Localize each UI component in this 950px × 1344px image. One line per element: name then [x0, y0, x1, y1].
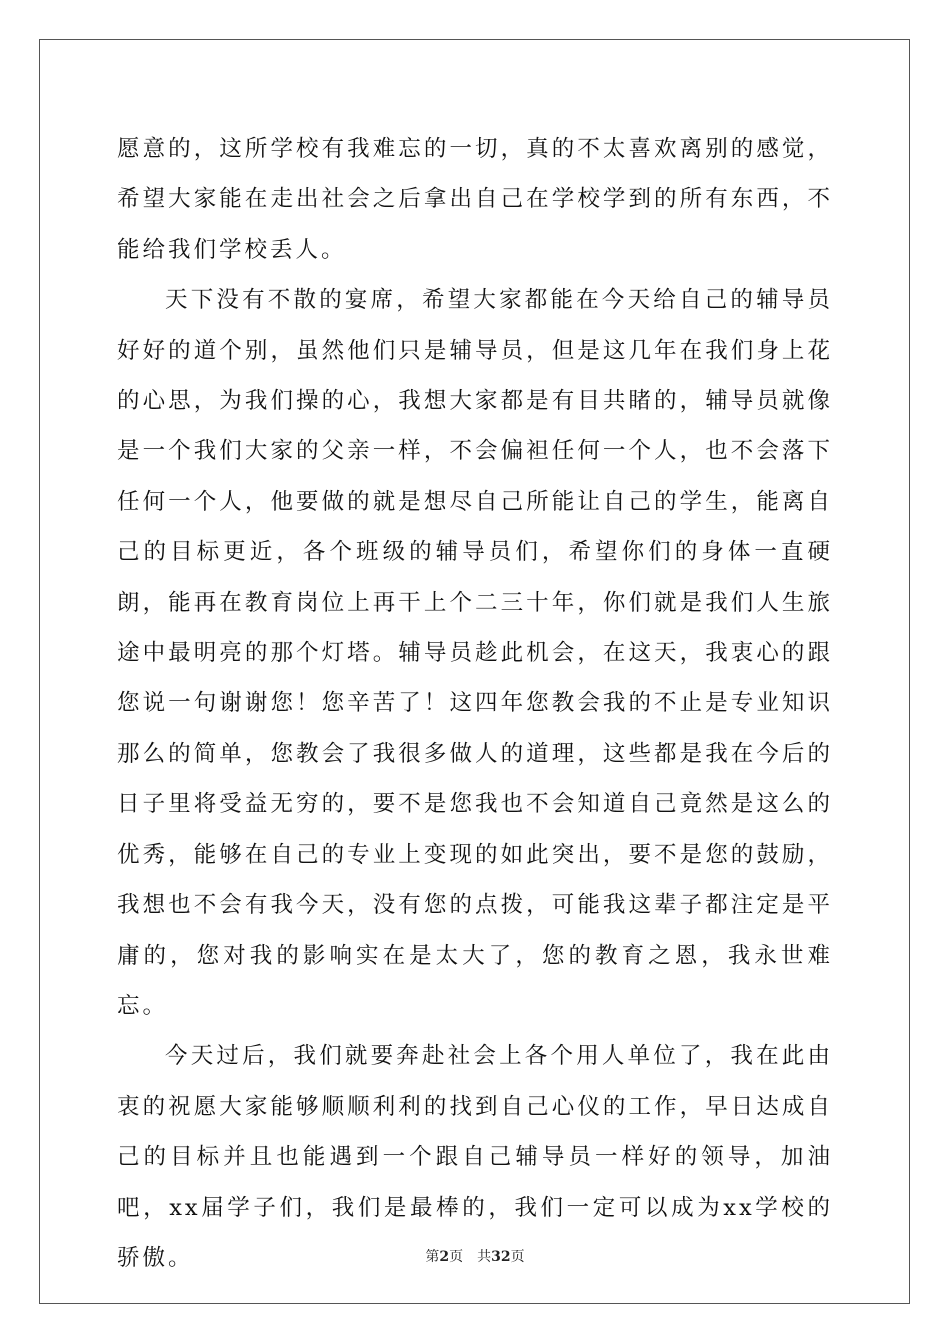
page-suffix: 页 [449, 1249, 464, 1265]
page-prefix: 第 [425, 1249, 440, 1265]
total-suffix: 页 [510, 1249, 525, 1265]
total-pages: 32 [491, 1249, 511, 1265]
paragraph-1: 愿意的，这所学校有我难忘的一切，真的不太喜欢离别的感觉，希望大家能在走出社会之后拿出自己在学校学到的所有东西，不能给我们学校丢人。 [117, 136, 833, 263]
page-footer [0, 1248, 950, 1266]
paragraph-2: 天下没有不散的宴席，希望大家都能在今天给自己的辅导员好好的道个别，虽然他们只是辅导员，但是这几年在我们身上花的心思，为我们操的心，我想大家都是有目共睹的，辅导员就像是一个我们大家的父亲一样，不会偏袒任何一个人，也不会落下任何一个人，他要做的就是想尽自己所能让自己的学生，能离自己的目标更近，各个班级的辅导员们，希望你们的身体一直硬朗，能再在教育岗位上再干上个二三十年，你们就是我们人生旅途中最明亮的那个灯塔。辅导员趁此机会，在这天，我衷心的跟您说一句谢谢您！您辛苦了！这四年您教会我的不止是专业知识那么的简单，您教会了我很多做人的道理，这些都是我在今后的日子里将受益无穷的，要不是您我也不会知道自己竟然是这么的优秀，能够在自己的专业上变现的如此突出，要不是您的鼓励，我想也不会有我今天，没有您的点拨，可能我这辈子都注定是平庸的，您对我的影响实在是太大了，您的教育之恩，我永世难忘。 [117, 287, 833, 1019]
paragraph-3: 今天过后，我们就要奔赴社会上各个用人单位了，我在此由衷的祝愿大家能够顺顺利利的找到自己心仪的工作，早日达成自己的目标并且也能遇到一个跟自己辅导员一样好的领导，加油吧，xx届学子们，我们是最棒的，我们一定可以成为xx学校的骄傲。 [117, 1043, 833, 1271]
total-prefix: 共 [477, 1249, 492, 1265]
page-number: 2 [439, 1249, 450, 1265]
document-body [117, 124, 833, 1283]
